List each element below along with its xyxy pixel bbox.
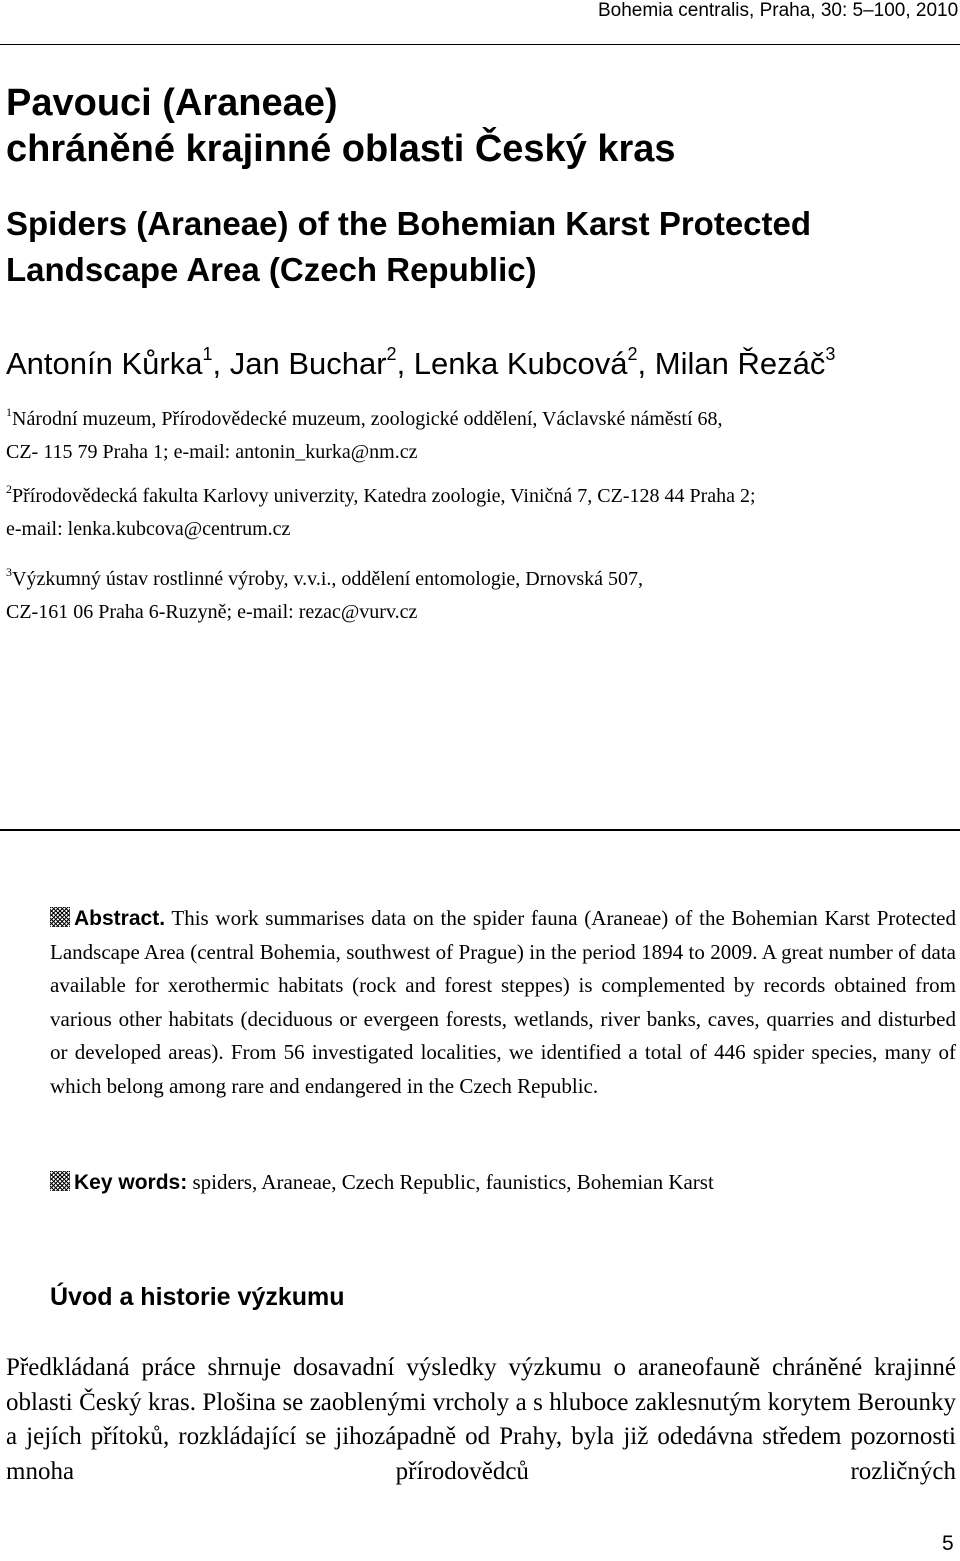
author-name: Jan Buchar bbox=[229, 346, 387, 381]
affiliation-number: 1 bbox=[6, 405, 12, 419]
affiliation-2 bbox=[6, 480, 956, 546]
author-name: Antonín Kůrka bbox=[6, 346, 203, 381]
section-divider bbox=[0, 829, 960, 831]
affiliation-text-line-2: e-mail: lenka.kubcova@centrum.cz bbox=[6, 518, 291, 540]
journal-citation: Bohemia centralis, Praha, 30: 5–100, 2010 bbox=[598, 0, 959, 21]
abstract bbox=[50, 902, 956, 1103]
author-affiliation-number: 2 bbox=[627, 344, 638, 364]
author-affiliation-number: 1 bbox=[202, 344, 213, 364]
keywords-label: Key words: bbox=[74, 1171, 188, 1194]
czech-title bbox=[6, 80, 946, 172]
affiliation-text: Národní muzeum, Přírodovědecké muzeum, zoologické oddělení, Václavské náměstí 68, bbox=[12, 408, 723, 430]
keywords-text: spiders, Araneae, Czech Republic, faunistics, Bohemian Karst bbox=[192, 1170, 714, 1194]
author-affiliation-number: 3 bbox=[825, 344, 836, 364]
czech-title-line-1: Pavouci (Araneae) bbox=[6, 82, 338, 124]
author-separator: , bbox=[637, 346, 655, 381]
affiliation-1 bbox=[6, 403, 956, 469]
hatched-square-icon bbox=[50, 1171, 70, 1191]
abstract-text: This work summarises data on the spider fauna (Araneae) of the Bohemian Karst Protected Landscape Area (central Bohemia, southwest of Prague) in the period 1894 to 2009. A great number of data available for xerothermic habitats (rock and forest steppes) is complemented by records obtained from various other habitats (deciduous or evergeen forests, wetlands, river banks, caves, quarries and disturbed or developed areas). From 56 investigated localities, we identified a total of 446 spider species, many of which belong among rare and endangered in the Czech Republic. bbox=[50, 906, 957, 1098]
affiliation-text-line-2: CZ-161 06 Praha 6-Ruzyně; e-mail: rezac@vurv.cz bbox=[6, 601, 418, 623]
affiliation-text: Přírodovědecká fakulta Karlovy univerzity, Katedra zoologie, Viničná 7, CZ-128 44 Praha 2; bbox=[12, 485, 756, 507]
section-heading: Úvod a historie výzkumu bbox=[50, 1283, 345, 1311]
author-name: Lenka Kubcová bbox=[413, 346, 628, 381]
czech-title-line-2: chráněné krajinné oblasti Český kras bbox=[6, 128, 676, 170]
affiliation-number: 3 bbox=[6, 565, 12, 579]
affiliation-text: Výzkumný ústav rostlinné výroby, v.v.i., oddělení entomologie, Drnovská 507, bbox=[12, 568, 644, 590]
keywords bbox=[50, 1165, 714, 1200]
author-name: Milan Řezáč bbox=[654, 346, 826, 381]
abstract-label: Abstract. bbox=[74, 907, 166, 930]
author-separator: , bbox=[212, 346, 230, 381]
section-body-text: Předkládaná práce shrnuje dosavadní výsledky výzkumu o araneofauně chráněné krajinné oblasti Český kras. Plošina se zaoblenými vrcholy a s hluboce zaklesnutým korytem Berounky a jejích přítoků, rozkládající se jihozápadně od Prahy, byla již odedávna středem pozornosti mnoha přírodovědců rozličných bbox=[6, 1354, 956, 1485]
affiliation-text-line-2: CZ- 115 79 Praha 1; e-mail: antonin_kurka@nm.cz bbox=[6, 441, 418, 463]
page-number: 5 bbox=[942, 1532, 954, 1555]
author-affiliation-number: 2 bbox=[386, 344, 397, 364]
affiliation-number: 2 bbox=[6, 482, 12, 496]
author-separator: , bbox=[396, 346, 414, 381]
english-title: Spiders (Araneae) of the Bohemian Karst Protected Landscape Area (Czech Republic) bbox=[6, 205, 812, 288]
author-list bbox=[6, 341, 835, 387]
header-rule bbox=[0, 44, 960, 45]
hatched-square-icon bbox=[50, 907, 70, 927]
affiliation-3 bbox=[6, 563, 956, 629]
